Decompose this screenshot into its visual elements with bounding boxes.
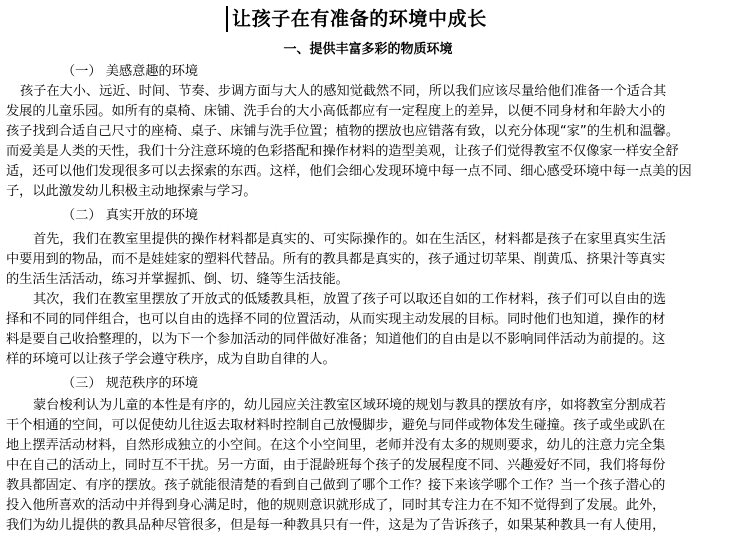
- paragraph-line: 而爱美是人类的天性，我们十分注意环境的色彩搭配和操作材料的造型美观，让孩子们觉得教室不仅像家一样安全舒: [6, 144, 679, 159]
- paragraph-line: 中在自己的活动上，同时互不干扰。另一方面，由于混龄班每个孩子的发展程度不同、兴趣爱好不同，我们将每份: [6, 458, 666, 473]
- paragraph-line: 教具都固定、有序的摆放。孩子就能很清楚的看到自己做到了哪个工作？接下来该学哪个工作？当一个孩子潜心的: [6, 478, 666, 493]
- paragraph-line: 子，以此激发幼儿积极主动地探索与学习。: [6, 184, 257, 199]
- document-title: 让孩子在有准备的环境中成长: [232, 8, 487, 30]
- paragraph-line: 干个相通的空间，可以促使幼儿往返去取材料时控制自己放慢脚步，避免与同伴或物体发生碰撞。孩子或坐或趴在: [6, 418, 666, 433]
- paragraph-line: 蒙台梭利认为儿童的本性是有序的，幼儿园应关注教室区域环境的规划与教具的摆放有序，如将教室分割成若: [33, 398, 666, 413]
- subsection-heading-aesthetic: （一） 美感意趣的环境: [62, 64, 199, 79]
- subsection-heading-order: （三） 规范秩序的环境: [62, 376, 199, 391]
- paragraph-line: 孩子在大小、远近、时间、节奏、步调方面与大人的感知觉截然不同，所以我们应该尽量给他们准备一个适合其: [20, 84, 667, 99]
- paragraph-line: 首先，我们在教室里提供的操作材料都是真实的、可实际操作的。如在生活区，材料都是孩子在家里真实生活: [33, 232, 666, 247]
- paragraph-line: 投入他所喜欢的活动中并得到身心满足时，他的规则意识就形成了，同时其专注力在不知不觉得到了发展。此外，: [6, 498, 666, 513]
- paragraph-line: 孩子找到合适自己尺寸的座椅、桌子、床铺与洗手位置；植物的摆放也应错落有致，以充分体现“家”的生机和温馨。: [6, 124, 680, 139]
- paragraph-line: 中要用到的物品，而不是娃娃家的塑料代替品。所有的教具都是真实的，孩子通过切苹果、削黄瓜、挤果汁等真实: [6, 252, 666, 267]
- paragraph-line: 的生活生活活动，练习并掌握抓、倒、切、缝等生活技能。: [6, 272, 349, 287]
- paragraph-line: 样的环境可以让孩子学会遵守秩序，成为自助自律的人。: [6, 352, 336, 367]
- paragraph-line: 料是要自己收拾整理的，以为下一个参加活动的同伴做好准备；知道他们的自由是以不影响同伴活动为前提的。这: [6, 332, 666, 347]
- text-cursor: [226, 6, 228, 32]
- section-heading-1: 一、提供丰富多彩的物质环境: [283, 42, 453, 57]
- paragraph-line: 发展的儿童乐园。如所有的桌椅、床铺、洗手台的大小高低都应有一定程度上的差异，以便不同身材和年龄大小的: [6, 104, 666, 119]
- subsection-heading-real-open: （二） 真实开放的环境: [62, 208, 199, 223]
- paragraph-line: 适，还可以他们发现很多可以去探索的东西。这样，他们会细心发现环境中每一点不同、细心感受环境中每一点美的因: [6, 164, 692, 179]
- paragraph-line: 择和不同的同伴组合，也可以自由的选择不同的位置活动，从而实现主动发展的目标。同时他们也知道，操作的材: [6, 312, 666, 327]
- paragraph-line: 其次，我们在教室里摆放了开放式的低矮教具柜，放置了孩子可以取还自如的工作材料，孩子们可以自由的选: [33, 292, 666, 307]
- paragraph-line: 我们为幼儿提供的教具品种尽管很多，但是每一种教具只有一件，这是为了告诉孩子，如果某种教具一有人使用，: [6, 518, 666, 533]
- paragraph-line: 地上摆弄活动材料，自然形成独立的小空间。在这个小空间里，老师并没有太多的规则要求，幼儿的注意力完全集: [6, 438, 666, 453]
